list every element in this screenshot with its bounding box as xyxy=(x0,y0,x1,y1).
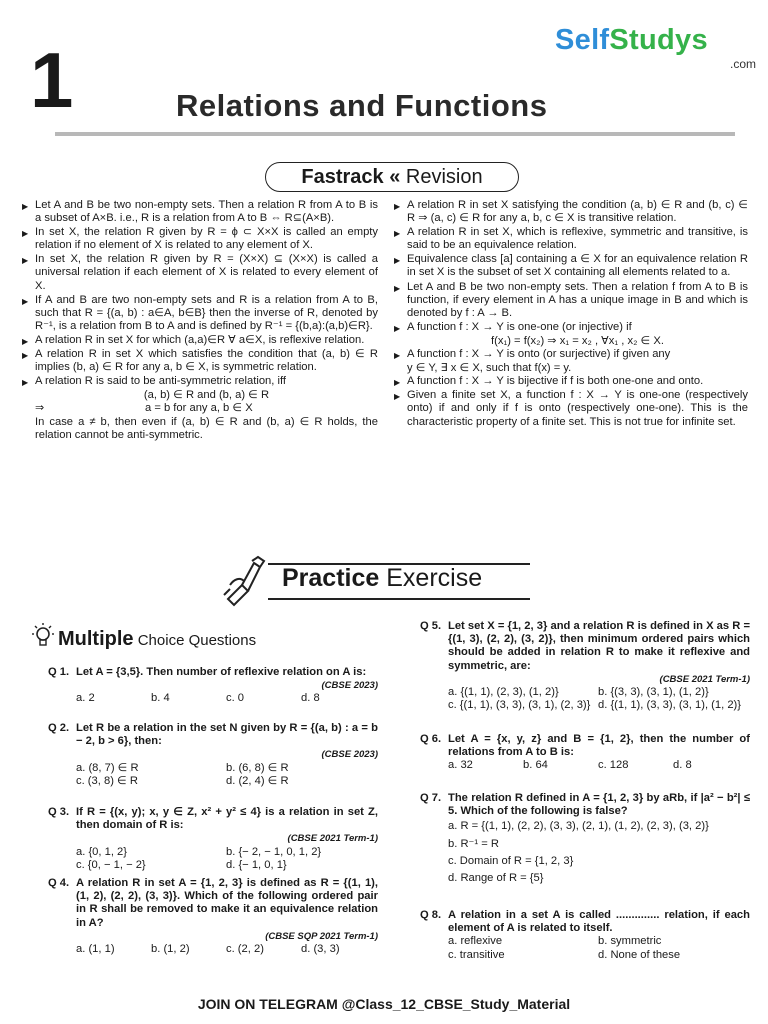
question-number: Q 8. xyxy=(420,909,442,921)
question-text: Let A = {x, y, z} and B = {1, 2}, then the number of relations from A to B is: xyxy=(448,733,750,759)
chapter-number: 1 xyxy=(30,36,74,124)
option[interactable]: b. (1, 2) xyxy=(151,943,190,956)
revision-point: ▶ A relation R in set X which satisfies the condition that (a, b) ∈ R implies (b, a) ∈ R for any a, b ∈ X, is symmetric relation. xyxy=(22,348,378,374)
injective-condition: f(x₁) = f(x₂) ⇒ x₁ = x₂ , ∀x₁ , x₂ ∈ X. xyxy=(491,334,664,347)
logo-suffix: .com xyxy=(730,57,757,71)
option[interactable]: b. {(3, 3), (3, 1), (1, 2)} xyxy=(598,686,709,699)
lightbulb-icon xyxy=(30,622,56,650)
question-number: Q 7. xyxy=(420,792,442,804)
bullet-icon: ▶ xyxy=(22,336,29,346)
mcq-bold: Multiple xyxy=(58,628,134,650)
question-text: The relation R defined in A = {1, 2, 3} by aRb, if |a² − b²| ≤ 5. Which of the following is false? xyxy=(448,792,750,818)
option[interactable]: d. Range of R = {5} xyxy=(448,872,544,885)
surjective-condition: y ∈ Y, ∃ x ∈ X, such that f(x) = y. xyxy=(407,362,572,375)
option[interactable]: b. 64 xyxy=(523,759,548,772)
revision-point: ▶ A function f : X → Y is bijective if f is both one-one and onto. xyxy=(394,375,748,388)
bullet-icon: ▶ xyxy=(394,323,401,333)
question-text: Let set X = {1, 2, 3} and a relation R is defined in X as R = {(1, 3), (2, 2), (3, 2)}, then minimum ordered pairs which should be added in relation R to make it reflexive and symmetric, are: xyxy=(448,620,750,672)
revision-point: ▶ Equivalence class [a] containing a ∈ X for an equivalence relation R in set X is the subset of set X containing all elements related to a. xyxy=(394,253,748,279)
fastrack-revision-heading xyxy=(265,162,519,192)
option[interactable]: b. R⁻¹ = R xyxy=(448,837,499,850)
option[interactable]: c. {(1, 1), (3, 3), (3, 1), (2, 3)} xyxy=(448,699,591,712)
bullet-icon: ▶ xyxy=(394,229,401,239)
option[interactable]: c. (3, 8) ∈ R xyxy=(76,774,138,787)
option[interactable]: c. transitive xyxy=(448,948,505,961)
writing-hand-icon xyxy=(222,555,268,607)
bullet-icon: ▶ xyxy=(22,378,29,388)
antisymmetric-implication: ⇒ a = b for any a, b ∈ X xyxy=(35,402,253,415)
option[interactable]: b. {− 2, − 1, 0, 1, 2} xyxy=(226,845,322,858)
revision-point: ▶ In set X, the relation R given by R = ϕ ⊂ X×X is called an empty relation if no element of X is related to any element of X. xyxy=(22,226,378,252)
options xyxy=(420,759,750,772)
question-number: Q 1. xyxy=(48,666,70,678)
option[interactable]: d. {− 1, 0, 1} xyxy=(226,858,287,871)
question-q8 xyxy=(420,909,750,962)
bullet-icon: ▶ xyxy=(22,202,29,211)
option[interactable]: d. 8 xyxy=(673,759,692,772)
revision-point: ▶ A relation R in set X, which is reflexive, symmetric and transitive, is said to be an equivalence relation. xyxy=(394,226,748,252)
option[interactable]: a. R = {(1, 1), (2, 2), (3, 3), (2, 1), (1, 2), (2, 3), (3, 2)} xyxy=(448,820,709,833)
telegram-footer: JOIN ON TELEGRAM @Class_12_CBSE_Study_Material xyxy=(197,996,571,1012)
option[interactable]: c. 128 xyxy=(598,759,629,772)
revision-right-column xyxy=(394,199,748,430)
option[interactable]: c. (2, 2) xyxy=(226,943,264,956)
question-q6 xyxy=(420,733,750,773)
logo-main: Self xyxy=(555,24,610,56)
option[interactable]: b. (6, 8) ∈ R xyxy=(226,761,289,774)
bullet-icon: ▶ xyxy=(22,351,29,361)
bullet-icon: ▶ xyxy=(394,202,401,211)
revision-point: ▶ A function f : X → Y is one-one (or injective) if xyxy=(394,321,748,334)
option[interactable]: a. 2 xyxy=(76,692,95,705)
revision-point: ▶ A relation R in set X for which (a,a)∈R ∀ a∈X, is reflexive relation. xyxy=(22,334,378,347)
fastrack-arrows-icon: « xyxy=(389,166,401,188)
revision-left-column xyxy=(22,199,378,442)
option[interactable]: c. 0 xyxy=(226,692,245,705)
bullet-icon: ▶ xyxy=(394,378,401,388)
option[interactable]: c. Domain of R = {1, 2, 3} xyxy=(448,854,574,867)
question-text: Let A = {3,5}. Then number of reflexive relation on A is: xyxy=(76,666,367,678)
question-source: (CBSE 2021 Term-1) xyxy=(287,833,378,845)
mcq-heading xyxy=(58,628,256,651)
option[interactable]: a. {(1, 1), (2, 3), (1, 2)} xyxy=(448,686,559,699)
question-text: Let R be a relation in the set N given by R = {(a, b) : a = b − 2, b > 6}, then: xyxy=(76,722,378,748)
fastrack-rest: Revision xyxy=(405,166,483,188)
option[interactable]: a. (1, 1) xyxy=(76,943,115,956)
fastrack-bold: Fastrack xyxy=(301,166,384,188)
question-number: Q 3. xyxy=(48,806,70,818)
bullet-icon: ▶ xyxy=(394,392,401,402)
revision-point: ▶ If A and B are two non-empty sets and R is a relation from A to B, such that R = {(a, b) : a∈A, b∈B} then the inverse of R, denoted by R⁻¹, is a relation from B to A and is defined by R⁻¹ = {(b,a):(a,b)∈R}. xyxy=(22,293,378,332)
practice-bold: Practice xyxy=(282,564,380,592)
bullet-icon: ▶ xyxy=(22,229,29,239)
revision-point: ▶ Let A and B be two non-empty sets. Then a relation f from A to B is function, if every element in A has a unique image in B and which is denoted by f : A → B. xyxy=(394,280,748,319)
option[interactable]: d. (2, 4) ∈ R xyxy=(226,774,289,787)
option[interactable]: b. 4 xyxy=(151,692,170,705)
mcq-rest: Choice Questions xyxy=(133,632,257,649)
option[interactable]: a. reflexive xyxy=(448,935,503,948)
question-q1 xyxy=(48,666,378,706)
revision-point: ▶ In set X, the relation R given by R = (X×X) ⊆ (X×X) is called a universal relation if each element of X is related to every element of X. xyxy=(22,253,378,292)
practice-exercise-heading xyxy=(282,564,532,593)
revision-point: ▶ A relation R in set X satisfying the condition (a, b) ∈ R and (b, c) ∈ R ⇒ (a, c) ∈ R for any a, b, c ∈ X is transitive relation. xyxy=(394,199,748,225)
bullet-icon: ▶ xyxy=(22,256,29,266)
question-text: A relation R in set A = {1, 2, 3} is defined as R = {(1, 1), (1, 2), (2, 2), (3, 3)}. Which of the following ordered pair in R shall be removed to make it an equivalence relation in A? xyxy=(76,877,378,929)
revision-point: ▶ Let A and B be two non-empty sets. Then a relation R from A to B is a subset of A×B. i.e., R is a relation from A to B ⇔ R⊆(A×B). xyxy=(22,199,378,225)
bullet-icon: ▶ xyxy=(22,296,29,306)
question-q5 xyxy=(420,620,750,712)
bullet-icon: ▶ xyxy=(394,351,401,361)
logo-accent: Studys xyxy=(609,24,708,56)
question-source: (CBSE 2021 Term-1) xyxy=(659,673,750,685)
antisymmetric-condition: (a, b) ∈ R and (b, a) ∈ R xyxy=(143,389,270,402)
option[interactable]: d. 8 xyxy=(301,692,320,705)
question-number: Q 6. xyxy=(420,733,442,745)
question-number: Q 2. xyxy=(48,722,70,734)
option[interactable]: a. 32 xyxy=(448,759,473,772)
antisymmetric-note: In case a ≠ b, then even if (a, b) ∈ R and (b, a) ∈ R holds, the relation cannot be anti-symmetric. xyxy=(35,415,378,441)
revision-point: ▶ A function f : X → Y is onto (or surjective) if given any xyxy=(394,348,748,361)
options xyxy=(420,935,750,961)
question-q7 xyxy=(420,792,750,885)
options xyxy=(48,943,378,956)
question-number: Q 4. xyxy=(48,877,70,889)
revision-point: ▶ A relation R is said to be anti-symmetric relation, iff xyxy=(22,375,378,388)
option[interactable]: d. {(1, 1), (3, 3), (3, 1), (1, 2)} xyxy=(598,699,742,712)
chapter-title: Relations and Functions xyxy=(176,88,548,123)
option[interactable]: a. (8, 7) ∈ R xyxy=(76,761,139,774)
logo xyxy=(555,24,708,57)
options xyxy=(48,692,378,705)
option[interactable]: d. (3, 3) xyxy=(301,943,340,956)
option[interactable]: a. {0, 1, 2} xyxy=(76,845,128,858)
options xyxy=(48,846,378,872)
bullet-icon: ▶ xyxy=(394,256,401,266)
question-number: Q 5. xyxy=(420,620,442,632)
question-q4 xyxy=(48,877,378,956)
options xyxy=(48,762,378,788)
question-source: (CBSE 2023) xyxy=(321,680,378,692)
options xyxy=(420,686,750,712)
revision-point: ▶ Given a finite set X, a function f : X → Y is one-one (respectively onto) if and only if f is onto (respectively one-one). This is the characteristic property of a finite set. This is not true for infinite set. xyxy=(394,389,748,428)
question-text: A relation in a set A is called .............. relation, if each element of A is related to itself. xyxy=(448,909,750,935)
option[interactable]: b. symmetric xyxy=(598,935,662,948)
question-source: (CBSE SQP 2021 Term-1) xyxy=(265,930,378,942)
bullet-icon: ▶ xyxy=(394,283,401,293)
practice-bottom-rule xyxy=(268,598,530,600)
question-q2 xyxy=(48,722,378,788)
option[interactable]: d. None of these xyxy=(598,948,681,961)
title-underline xyxy=(55,132,735,136)
question-text: If R = {(x, y); x, y ∈ Z, x² + y² ≤ 4} is a relation in set Z, then domain of R is: xyxy=(76,806,378,832)
question-source: (CBSE 2023) xyxy=(321,749,378,761)
practice-rest: Exercise xyxy=(379,564,483,592)
question-q3 xyxy=(48,806,378,872)
option[interactable]: c. {0, − 1, − 2} xyxy=(76,858,146,871)
